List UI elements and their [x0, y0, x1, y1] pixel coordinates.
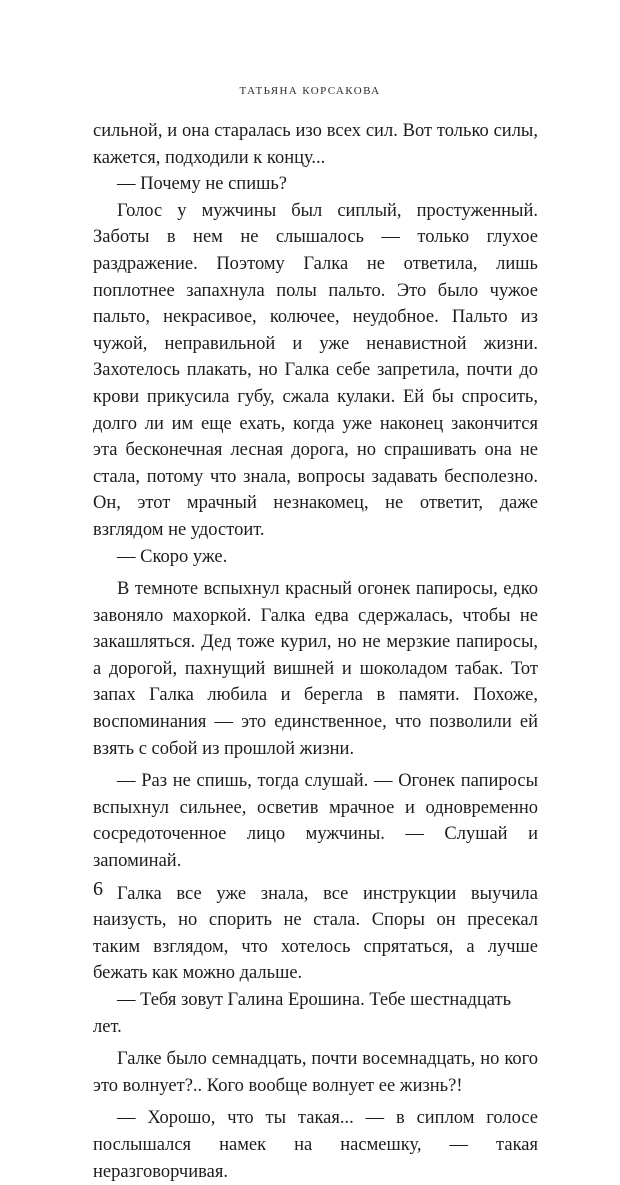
- running-header: ТАТЬЯНА КОРСАКОВА: [239, 85, 381, 97]
- page-number: 6: [93, 878, 103, 900]
- paragraph-4: — Скоро уже.: [117, 546, 228, 567]
- body-text: [93, 118, 538, 1185]
- paragraph-9: Галке было семнадцать, почти восемнадцать, но кого это волнует?.. Кого вообще волнует ее жизнь?!: [93, 1049, 538, 1096]
- paragraph-1: сильной, и она старалась изо всех сил. Вот только силы, кажется, подходили к концу...: [93, 121, 538, 168]
- paragraph-5: В темноте вспыхнул красный огонек папиросы, едко завоняло махоркой. Галка едва сдержалась, чтобы не закашляться. Дед тоже курил, но не мерзкие папиросы, а дорогой, пахнущий вишней и шоколадом табак. Тот запах Галка любила и берегла в памяти. Похоже, воспоминания — это единственное, что позволили ей взять с собой из прошлой жизни.: [93, 579, 538, 759]
- paragraph-8: — Тебя зовут Галина Ерошина. Тебе шестнадцать лет.: [93, 990, 512, 1037]
- paragraph-2: — Почему не спишь?: [117, 174, 287, 195]
- paragraph-3: Голос у мужчины был сиплый, простуженный. Заботы в нем не слышалось — только глухое раздражение. Поэтому Галка не ответила, лишь поплотнее запахнула полы пальто. Это было чужое пальто, некрасивое, колючее, неудобное. Пальто из чужой, неправильной и уже ненавистной жизни. Захотелось плакать, но Галка себе запретила, почти до крови прикусила губу, сжала кулаки. Ей бы спросить, долго ли им еще ехать, когда уже наконец закончится эта бесконечная лесная дорога, но спрашивать она не стала, потому что знала, вопросы задавать бесполезно. Он, этот мрачный незнакомец, не ответит, даже взглядом не удостоит.: [93, 200, 538, 540]
- paragraph-7: Галка все уже знала, все инструкции выучила наизусть, но спорить не стала. Споры он пресекал таким взглядом, что хотелось спрятаться, а лучше бежать как можно дальше.: [93, 883, 538, 984]
- paragraph-6: — Раз не спишь, тогда слушай. — Огонек папиросы вспыхнул сильнее, осветив мрачное и одновременно сосредоточенное лицо мужчины. — Слушай и запоминай.: [93, 771, 538, 872]
- paragraph-10: — Хорошо, что ты такая... — в сиплом голосе послышался намек на насмешку, — такая неразговорчивая.: [93, 1108, 538, 1182]
